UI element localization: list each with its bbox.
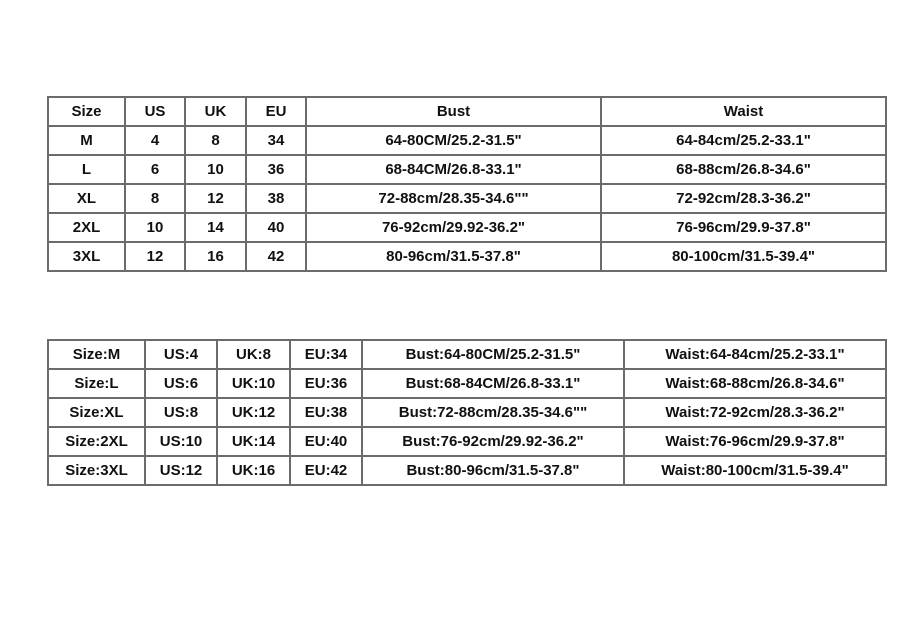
table-cell: 72-88cm/28.35-34.6"" [306, 184, 601, 213]
table-cell: 64-84cm/25.2-33.1" [601, 126, 886, 155]
table-cell: Waist:76-96cm/29.9-37.8" [624, 427, 886, 456]
table-cell: 36 [246, 155, 306, 184]
table-cell: 72-92cm/28.3-36.2" [601, 184, 886, 213]
table-row [48, 456, 886, 485]
header-cell: Waist [601, 97, 886, 126]
table-cell: Size:3XL [48, 456, 145, 485]
table-cell: US:10 [145, 427, 217, 456]
table-cell: 14 [185, 213, 246, 242]
table-cell: Waist:72-92cm/28.3-36.2" [624, 398, 886, 427]
table-cell: 10 [125, 213, 185, 242]
table-cell: EU:40 [290, 427, 362, 456]
table-cell: Size:XL [48, 398, 145, 427]
table-cell: Bust:80-96cm/31.5-37.8" [362, 456, 624, 485]
table-cell: Size:M [48, 340, 145, 369]
table-cell: UK:12 [217, 398, 290, 427]
table-row [48, 213, 886, 242]
table-row [48, 369, 886, 398]
table-row [48, 126, 886, 155]
header-cell: US [125, 97, 185, 126]
table-header-row [48, 97, 886, 126]
table-cell: US:4 [145, 340, 217, 369]
table-row [48, 398, 886, 427]
table-cell: UK:16 [217, 456, 290, 485]
table-cell: 4 [125, 126, 185, 155]
table-cell: Waist:68-88cm/26.8-34.6" [624, 369, 886, 398]
size-chart-labeled-table [47, 339, 887, 486]
table-cell: 40 [246, 213, 306, 242]
table-row [48, 184, 886, 213]
table-cell: 80-96cm/31.5-37.8" [306, 242, 601, 271]
table-row [48, 427, 886, 456]
table-cell: 76-96cm/29.9-37.8" [601, 213, 886, 242]
table-cell: Waist:80-100cm/31.5-39.4" [624, 456, 886, 485]
table-cell: UK:8 [217, 340, 290, 369]
table-cell: M [48, 126, 125, 155]
table-cell: UK:10 [217, 369, 290, 398]
table-cell: 68-88cm/26.8-34.6" [601, 155, 886, 184]
table-cell: Size:L [48, 369, 145, 398]
table-cell: US:6 [145, 369, 217, 398]
table-cell: 3XL [48, 242, 125, 271]
table-cell: L [48, 155, 125, 184]
table-cell: 16 [185, 242, 246, 271]
table-cell: 10 [185, 155, 246, 184]
header-cell: Size [48, 97, 125, 126]
table-row [48, 242, 886, 271]
table-cell: US:12 [145, 456, 217, 485]
table-cell: XL [48, 184, 125, 213]
table-cell: EU:34 [290, 340, 362, 369]
table-cell: 12 [125, 242, 185, 271]
table-cell: EU:38 [290, 398, 362, 427]
size-chart-table [47, 96, 887, 272]
table-cell: 80-100cm/31.5-39.4" [601, 242, 886, 271]
table-cell: EU:42 [290, 456, 362, 485]
table-cell: 64-80CM/25.2-31.5" [306, 126, 601, 155]
table-cell: 8 [125, 184, 185, 213]
table-cell: 12 [185, 184, 246, 213]
table-cell: 6 [125, 155, 185, 184]
table-cell: 68-84CM/26.8-33.1" [306, 155, 601, 184]
table-cell: Bust:76-92cm/29.92-36.2" [362, 427, 624, 456]
table-cell: Bust:72-88cm/28.35-34.6"" [362, 398, 624, 427]
header-cell: EU [246, 97, 306, 126]
table-cell: EU:36 [290, 369, 362, 398]
table-cell: 8 [185, 126, 246, 155]
table-cell: Waist:64-84cm/25.2-33.1" [624, 340, 886, 369]
table-cell: 42 [246, 242, 306, 271]
table-cell: 38 [246, 184, 306, 213]
table-cell: Bust:68-84CM/26.8-33.1" [362, 369, 624, 398]
table-row [48, 340, 886, 369]
header-cell: UK [185, 97, 246, 126]
table-cell: 2XL [48, 213, 125, 242]
table-cell: 34 [246, 126, 306, 155]
table-cell: Bust:64-80CM/25.2-31.5" [362, 340, 624, 369]
table-cell: 76-92cm/29.92-36.2" [306, 213, 601, 242]
table-cell: US:8 [145, 398, 217, 427]
table-cell: Size:2XL [48, 427, 145, 456]
table-row [48, 155, 886, 184]
header-cell: Bust [306, 97, 601, 126]
table-cell: UK:14 [217, 427, 290, 456]
